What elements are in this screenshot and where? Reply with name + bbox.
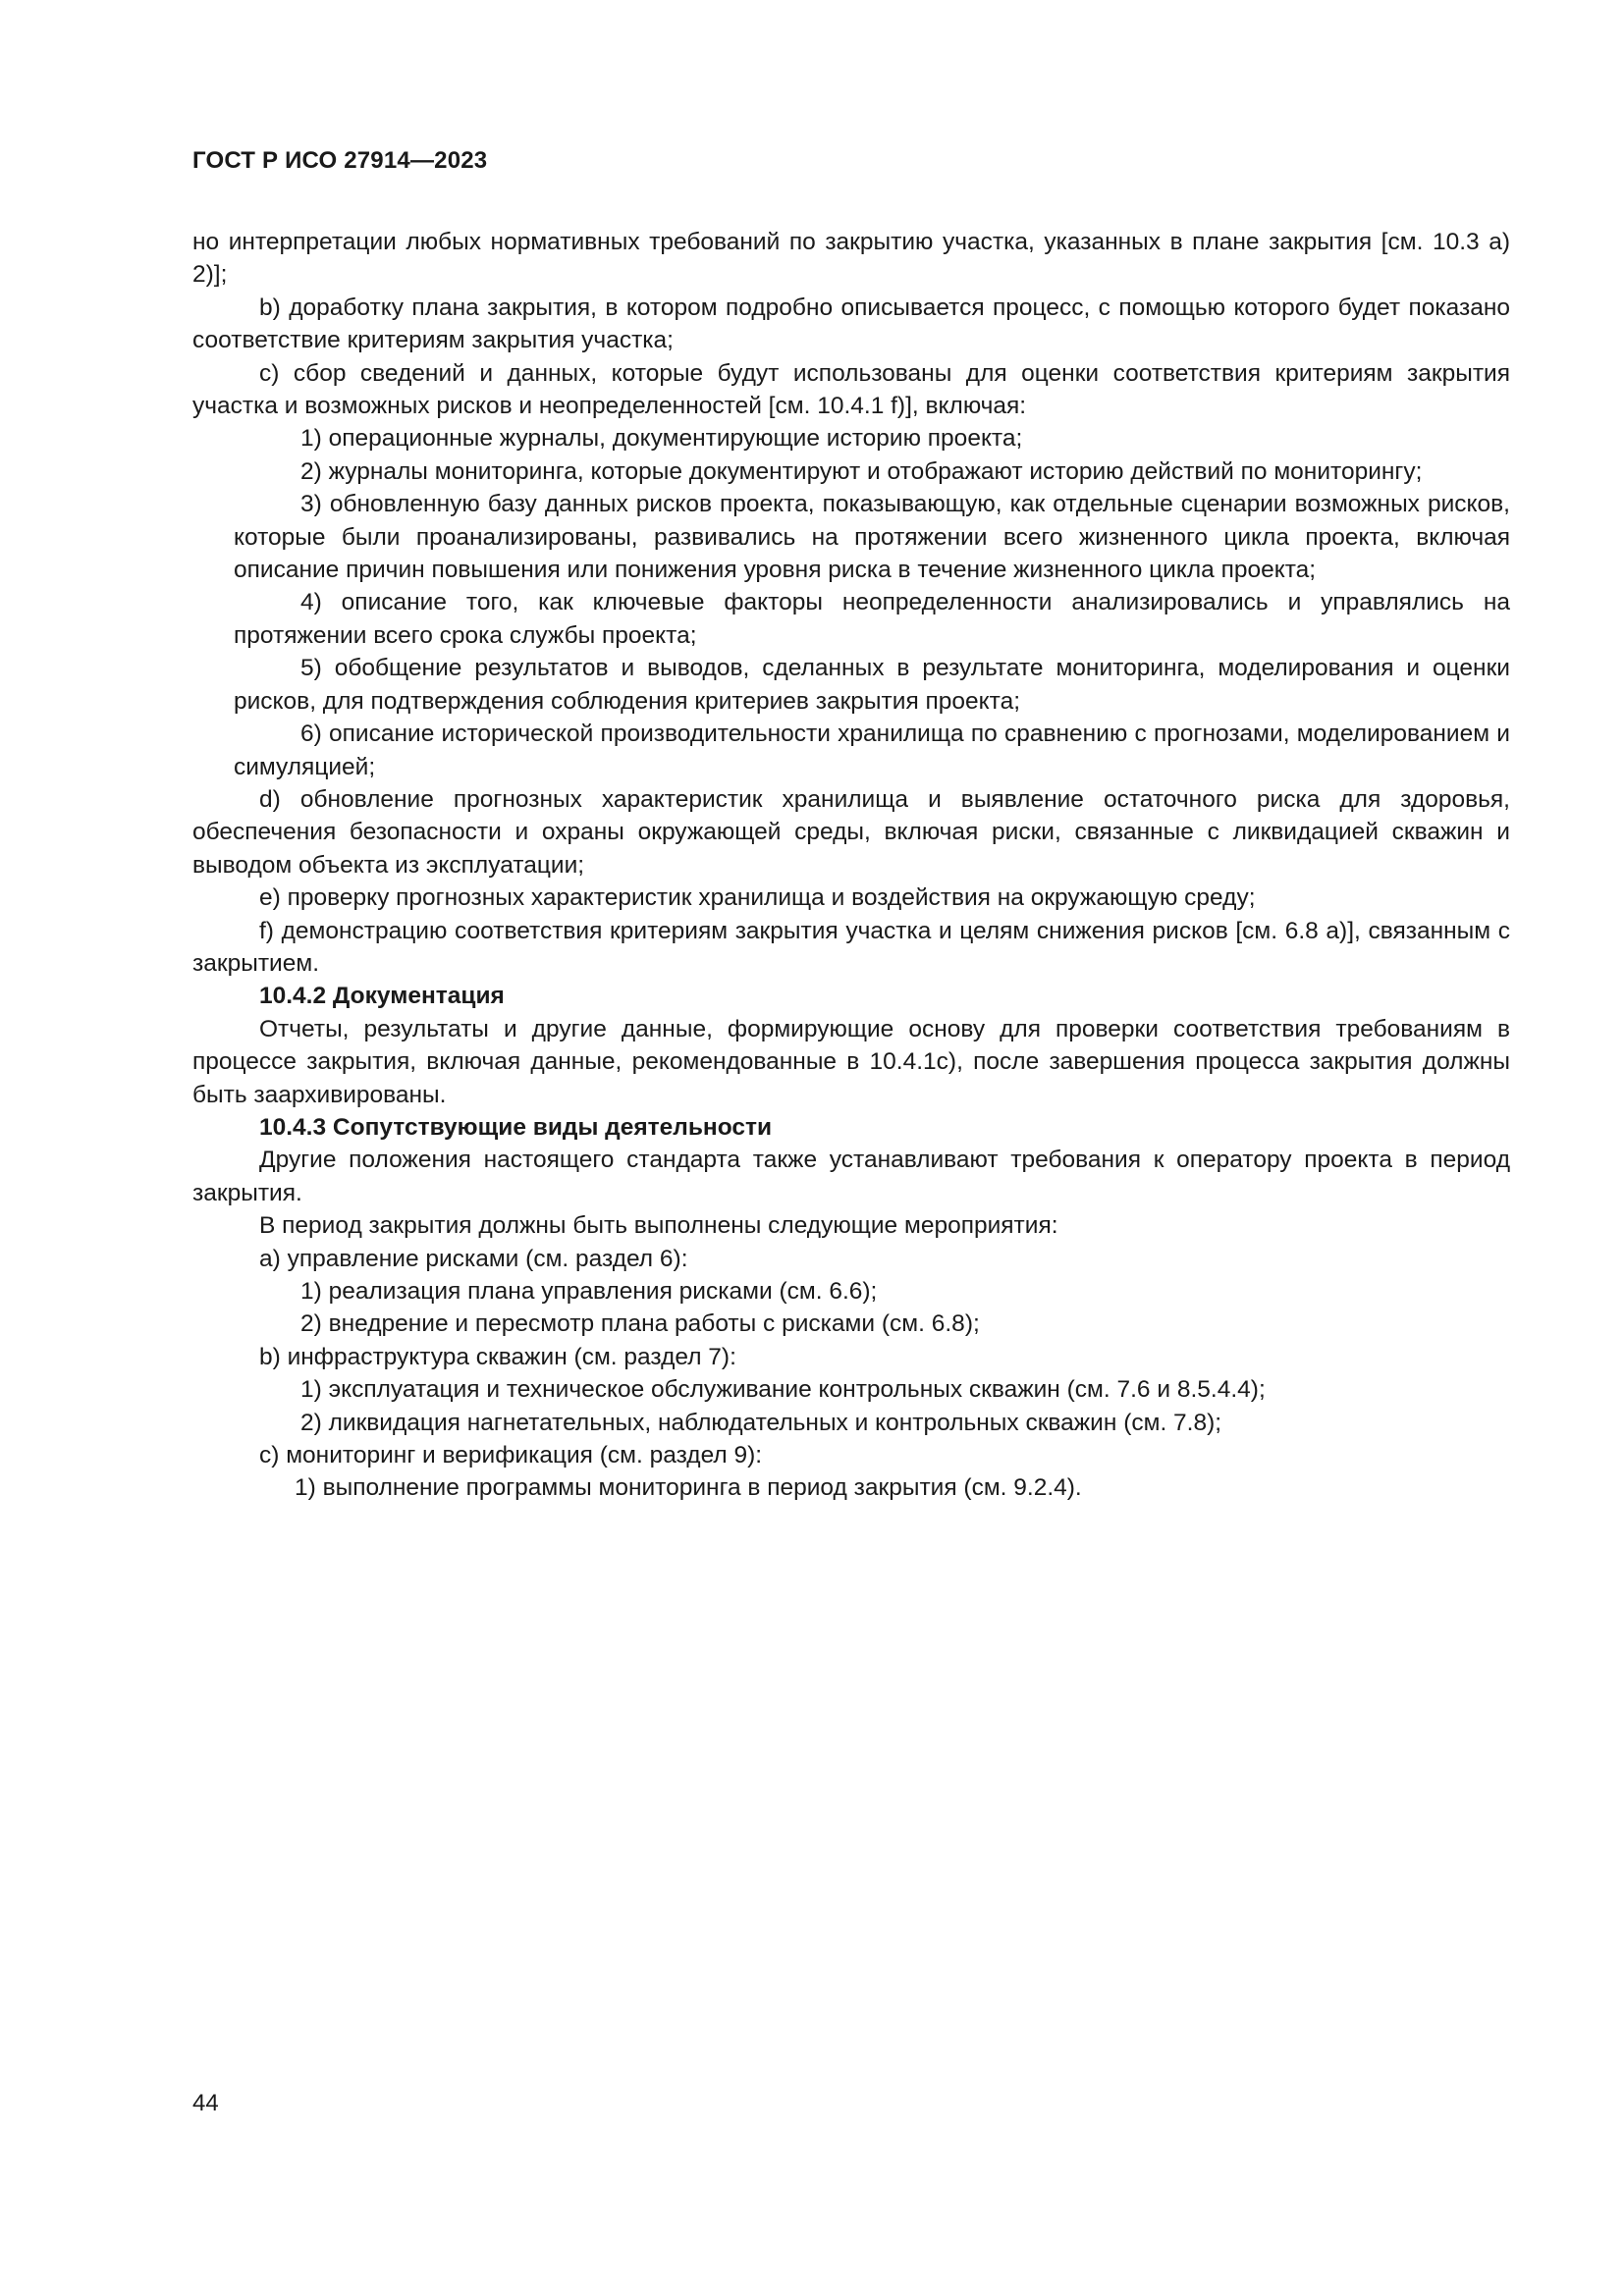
paragraph-10-4-3-a: Другие положения настоящего стандарта также устанавливают требования к оператору проекта в период закрытия. xyxy=(192,1147,1510,1206)
list-item-d: d) обновление прогнозных характеристик хранилища и выявление остаточного риска для здоровья, обеспечения безопасности и охраны окружающей среды, включая риски, связанные с ликвидацией скважин и выводом объекта из эксплуатации; xyxy=(192,785,1510,879)
section-heading-10-4-2: 10.4.2 Документация xyxy=(259,983,505,1010)
activity-sublist-item-b2: 2) ликвидация нагнетательных, наблюдательных и контрольных скважин (см. 7.8); xyxy=(300,1409,1222,1436)
sublist-item-c2: 2) журналы мониторинга, которые документируют и отображают историю действий по мониторингу; xyxy=(300,457,1423,485)
paragraph-10-4-3-b: В период закрытия должны быть выполнены следующие мероприятия: xyxy=(259,1212,1058,1240)
sublist-item-c3: 3) обновленную базу данных рисков проекта, показывающую, как отдельные сценарии возможных рисков, которые были проанализированы, развивались на протяжении всего жизненного цикла проекта, включая описание причин повышения или понижения уровня риска в течение жизненного цикла проекта; xyxy=(234,491,1510,584)
activity-sublist-item-a1: 1) реализация плана управления рисками (см. 6.6); xyxy=(300,1278,878,1305)
activity-sublist-item-c1: 1) выполнение программы мониторинга в период закрытия (см. 9.2.4). xyxy=(295,1474,1082,1502)
list-item-b: b) доработку плана закрытия, в котором подробно описывается процесс, с помощью которого будет показано соответствие критериям закрытия участка; xyxy=(192,294,1510,354)
sublist-item-c6: 6) описание исторической производительности хранилища по сравнению с прогнозами, моделированием и симуляцией; xyxy=(234,721,1510,780)
activity-sublist-item-a2: 2) внедрение и пересмотр плана работы с рисками (см. 6.8); xyxy=(300,1310,980,1338)
document-body xyxy=(192,226,1510,1505)
paragraph-10-4-2: Отчеты, результаты и другие данные, формирующие основу для проверки соответствия требованиям в процессе закрытия, включая данные, рекомендованные в 10.4.1c), после завершения процесса закрытия должны быть заархивированы. xyxy=(192,1015,1510,1108)
activity-list-item-b: b) инфраструктура скважин (см. раздел 7): xyxy=(259,1343,736,1370)
list-item-c: c) сбор сведений и данных, которые будут использованы для оценки соответствия критериям закрытия участка и возможных рисков и неопределенностей [см. 10.4.1 f)], включая: xyxy=(192,359,1510,420)
sublist-item-c5: 5) обобщение результатов и выводов, сделанных в результате мониторинга, моделирования и оценки рисков, для подтверждения соблюдения критериев закрытия проекта; xyxy=(234,655,1510,715)
sublist-item-c1: 1) операционные журналы, документирующие историю проекта; xyxy=(300,425,1023,453)
page-number: 44 xyxy=(192,2090,219,2116)
activity-sublist-item-b1: 1) эксплуатация и техническое обслуживание контрольных скважин (см. 7.6 и 8.5.4.4); xyxy=(300,1376,1266,1404)
section-heading-10-4-3: 10.4.3 Сопутствующие виды деятельности xyxy=(259,1113,773,1141)
activity-list-item-a: а) управление рисками (см. раздел 6): xyxy=(259,1245,688,1272)
paragraph-continuation: но интерпретации любых нормативных требований по закрытию участка, указанных в плане закрытия [см. 10.3 а) 2)]; xyxy=(192,229,1510,289)
list-item-e: e) проверку прогнозных характеристик хранилища и воздействия на окружающую среду; xyxy=(259,884,1256,912)
activity-list-item-c: с) мониторинг и верификация (см. раздел 9): xyxy=(259,1442,763,1469)
sublist-item-c4: 4) описание того, как ключевые факторы неопределенности анализировались и управлялись на протяжении всего срока службы проекта; xyxy=(234,589,1510,649)
document-header: ГОСТ Р ИСО 27914—2023 xyxy=(192,147,488,174)
list-item-f: f) демонстрацию соответствия критериям закрытия участка и целям снижения рисков [см. 6.8 а)], связанным с закрытием. xyxy=(192,917,1510,977)
